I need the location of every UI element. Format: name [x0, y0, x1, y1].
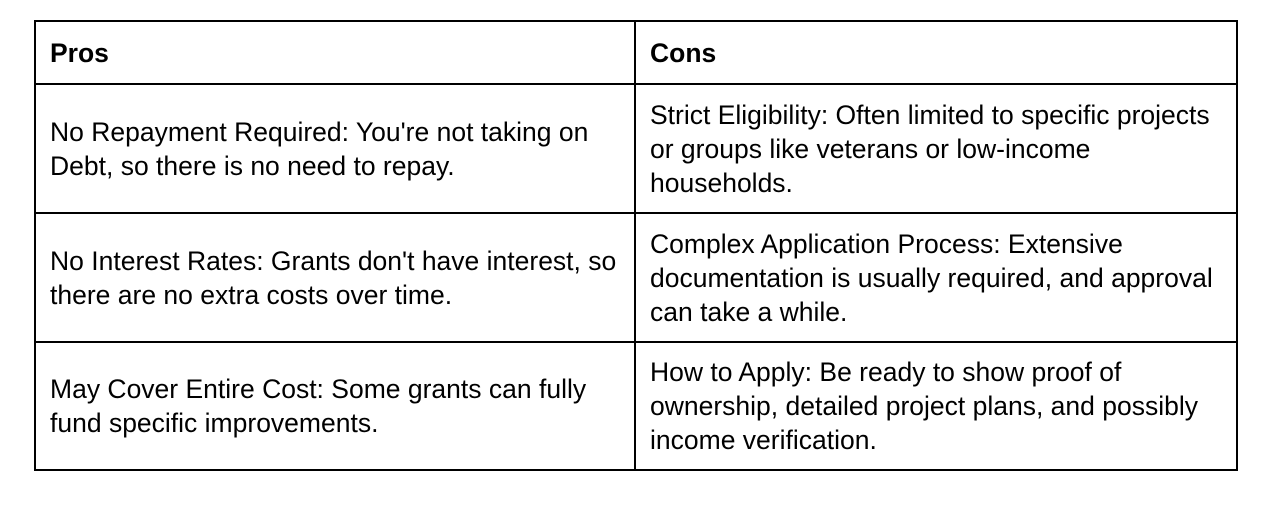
header-row — [35, 21, 1237, 84]
pros-cons-table — [34, 20, 1238, 471]
con-cell: Complex Application Process: Extensive documentation is usually required, and approval can take a while. — [635, 213, 1237, 342]
pro-cell: No Interest Rates: Grants don't have interest, so there are no extra costs over time. — [35, 213, 635, 342]
header-cons: Cons — [635, 21, 1237, 84]
con-cell: Strict Eligibility: Often limited to specific projects or groups like veterans or low-income households. — [635, 84, 1237, 213]
pro-cell: May Cover Entire Cost: Some grants can fully fund specific improvements. — [35, 342, 635, 470]
table-row — [35, 213, 1237, 342]
pro-cell: No Repayment Required: You're not taking on Debt, so there is no need to repay. — [35, 84, 635, 213]
header-pros: Pros — [35, 21, 635, 84]
con-cell: How to Apply: Be ready to show proof of ownership, detailed project plans, and possibly income verification. — [635, 342, 1237, 470]
table-row — [35, 84, 1237, 213]
table-row — [35, 342, 1237, 470]
